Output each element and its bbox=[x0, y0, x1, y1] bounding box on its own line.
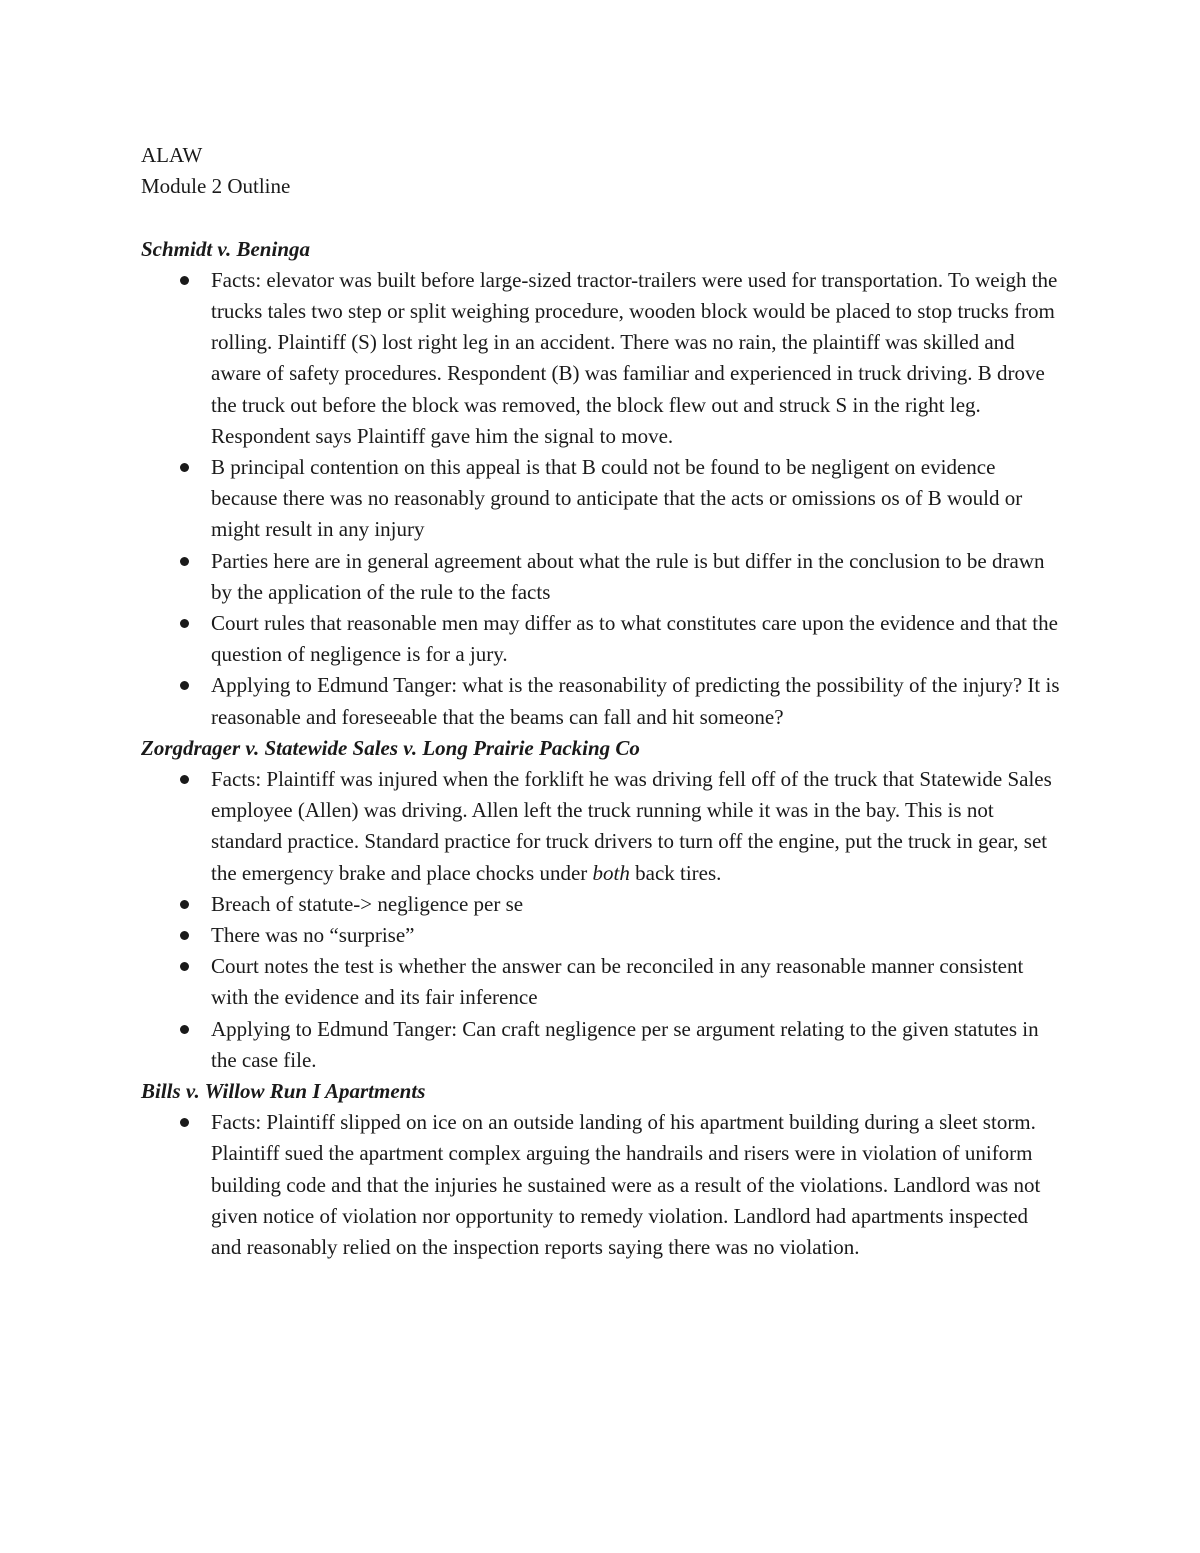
list-item: Applying to Edmund Tanger: Can craft negligence per se argument relating to the given statutes in the case file. bbox=[141, 1014, 1061, 1076]
list-item: Breach of statute-> negligence per se bbox=[141, 889, 1061, 920]
blank-line bbox=[141, 202, 1061, 233]
list-item: Court rules that reasonable men may differ as to what constitutes care upon the evidence and that the question of negligence is for a jury. bbox=[141, 608, 1061, 670]
case-section bbox=[141, 234, 1061, 733]
document-subtitle: Module 2 Outline bbox=[141, 174, 291, 199]
list-item: Facts: elevator was built before large-sized tractor-trailers were used for transportation. To weigh the trucks tales two step or split weighing procedure, wooden block would be placed to stop trucks from rolling. Plaintiff (S) lost right leg in an accident. There was no rain, the plaintiff was skilled and aware of safety procedures. Respondent (B) was familiar and experienced in truck driving. B drove the truck out before the block was removed, the block flew out and struck S in the right leg. Respondent says Plaintiff gave him the signal to move. bbox=[141, 265, 1061, 452]
emphasis-text: both bbox=[592, 860, 630, 885]
bullet-list bbox=[141, 265, 1061, 733]
bullet-list bbox=[141, 1107, 1061, 1263]
list-item: Facts: Plaintiff slipped on ice on an outside landing of his apartment building during a sleet storm. Plaintiff sued the apartment complex arguing the handrails and risers were in violation of uniform building code and that the injuries he sustained were as a result of the violations. Landlord was not given notice of violation nor opportunity to remedy violation. Landlord had apartments inspected and reasonably relied on the inspection reports saying there was no violation. bbox=[141, 1107, 1061, 1263]
case-title: Bills v. Willow Run I Apartments bbox=[141, 1079, 426, 1104]
case-section bbox=[141, 1076, 1061, 1263]
list-item: B principal contention on this appeal is that B could not be found to be negligent on evidence because there was no reasonably ground to anticipate that the acts or omissions os of B would or might result in any injury bbox=[141, 452, 1061, 546]
bullet-list bbox=[141, 764, 1061, 1076]
document-page bbox=[141, 140, 1061, 1263]
case-title: Zorgdrager v. Statewide Sales v. Long Prairie Packing Co bbox=[141, 735, 640, 760]
course-name: ALAW bbox=[141, 143, 203, 167]
case-section bbox=[141, 733, 1061, 1076]
list-item: There was no “surprise” bbox=[141, 920, 1061, 951]
bullet-text: Facts: Plaintiff was injured when the forklift he was driving fell off of the truck that Statewide Sales employee (Allen) was driving. Allen left the truck running while it was in the bay. This is not standard practice. Standard practice for truck drivers to turn off the engine, put the truck in gear, set the emergency brake and place chocks under bbox=[211, 767, 1052, 885]
list-item: Applying to Edmund Tanger: what is the reasonability of predicting the possibility of the injury? It is reasonable and foreseeable that the beams can fall and hit someone? bbox=[141, 670, 1061, 732]
list-item bbox=[141, 764, 1061, 889]
case-title: Schmidt v. Beninga bbox=[141, 236, 310, 261]
list-item: Court notes the test is whether the answer can be reconciled in any reasonable manner consistent with the evidence and its fair inference bbox=[141, 951, 1061, 1013]
bullet-text: back tires. bbox=[629, 860, 722, 885]
list-item: Parties here are in general agreement about what the rule is but differ in the conclusion to be drawn by the application of the rule to the facts bbox=[141, 546, 1061, 608]
